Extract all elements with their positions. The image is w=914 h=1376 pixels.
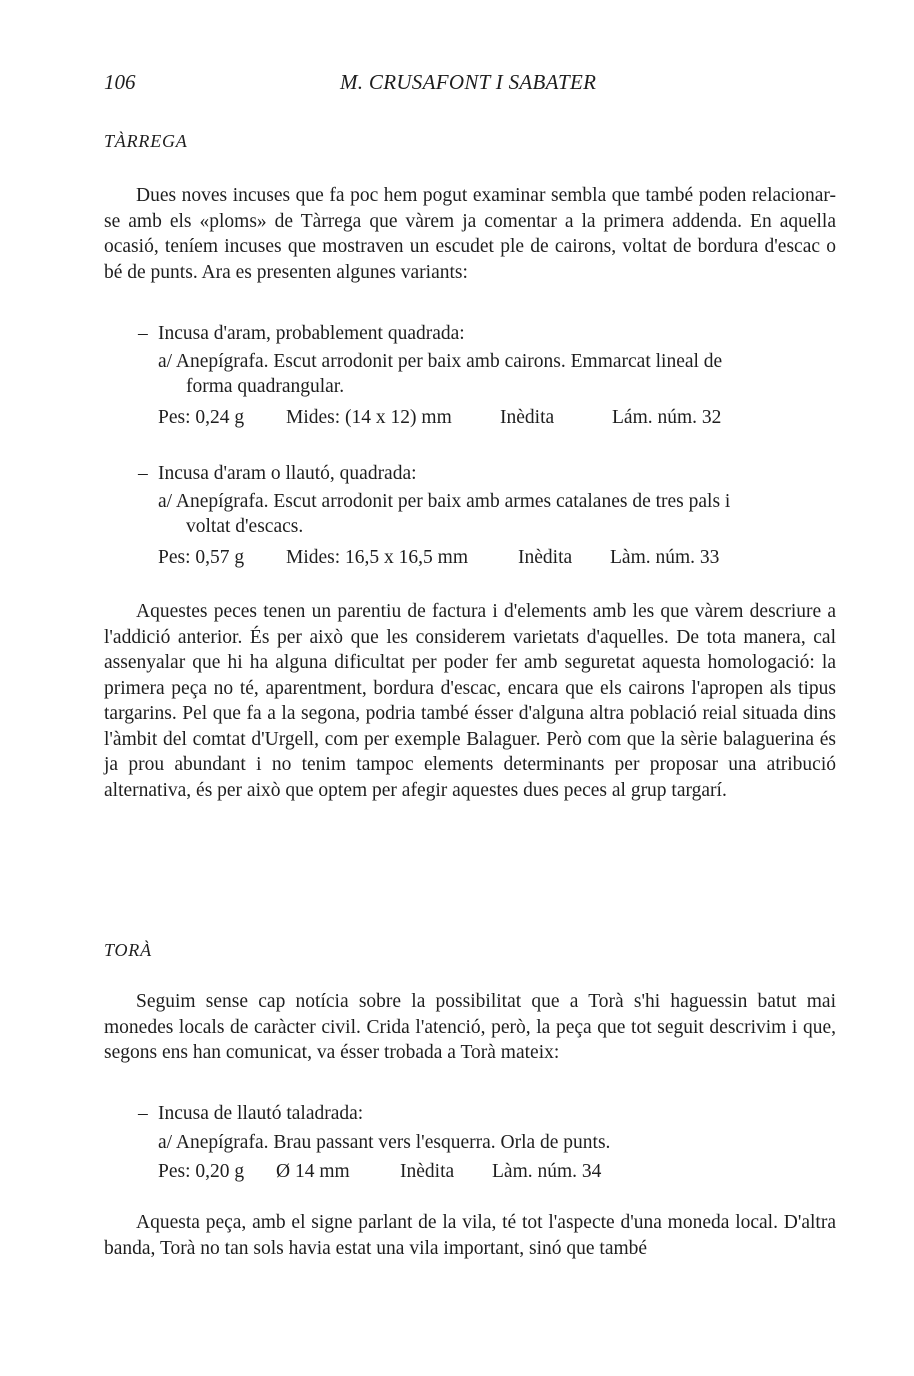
running-author: M. CRUSAFONT I SABATER xyxy=(340,70,597,94)
item-desc-text: Anepígrafa. Escut arrodonit per baix amb armes catalanes de tres pals i xyxy=(175,491,731,512)
item-weight: Pes: 0,57 g xyxy=(158,547,245,568)
item-lead: Incusa d'aram o llautó, quadrada: xyxy=(158,463,417,484)
catalog-item-33 xyxy=(104,461,836,571)
item-description xyxy=(158,489,836,515)
item-dash: – xyxy=(138,323,148,344)
section-title-tarrega: TÀRREGA xyxy=(104,131,188,151)
item-desc-text: Anepígrafa. Escut arrodonit per baix amb cairons. Emmarcat lineal de xyxy=(175,351,723,372)
item-plate: Làm. núm. 34 xyxy=(492,1161,602,1182)
tarrega-intro-text: Dues noves incuses que fa poc hem pogut examinar sembla que també poden relacionar-se amb els «ploms» de Tàrrega que vàrem ja comentar a la primera addenda. En aquella ocasió, teníem incuses que mostraven un escudet ple de cairons, voltat de bordura d'escac o bé de punts. Ara es presenten algunes variants: xyxy=(104,185,836,283)
item-weight: Pes: 0,24 g xyxy=(158,407,245,428)
tora-intro-text: Seguim sense cap notícia sobre la possibilitat que a Torà s'hi haguessin batut mai monedes locals de caràcter civil. Crida l'atenció, però, la peça que tot seguit descrivim i que, segons ens han comunicat, va ésser trobada a Torà mateix: xyxy=(104,991,836,1063)
tora-intro-paragraph xyxy=(104,989,836,1066)
item-desc-text: Anepígrafa. Brau passant vers l'esquerra. Orla de punts. xyxy=(175,1132,611,1153)
item-desc-continuation: forma quadrangular. xyxy=(186,376,345,397)
catalog-item-32 xyxy=(104,321,836,431)
tarrega-discussion-paragraph xyxy=(104,599,836,803)
item-description xyxy=(158,349,836,375)
item-desc-label: a/ xyxy=(158,351,173,372)
item-desc-label: a/ xyxy=(158,1132,173,1153)
tarrega-discussion-text: Aquestes peces tenen un parentiu de factura i d'elements amb les que vàrem descriure a l'addició anterior. És per això que les considerem varietats d'aquelles. De tota manera, cal assenyalar que hi ha alguna dificultat per poder fer amb seguretat aquesta homologació: la primera peça no té, aparentment, bordura d'escac, encara que els cairons l'apropen als tipus targarins. Pel que fa a la segona, podria també ésser d'alguna altra població reial situada dins l'àmbit del comtat d'Urgell, com per exemple Balaguer. Però com que la sèrie balaguerina és ja prou abundant i no tenim tampoc elements determinants per proposar una atribució alternativa, és per això que optem per afegir aquestes dues peces al grup targarí. xyxy=(104,601,836,801)
page-number: 106 xyxy=(104,70,136,94)
item-lead: Incusa de llautó taladrada: xyxy=(158,1103,364,1124)
item-desc-label: a/ xyxy=(158,491,173,512)
item-size: Ø 14 mm xyxy=(276,1161,350,1182)
item-status: Inèdita xyxy=(400,1161,455,1182)
item-lead: Incusa d'aram, probablement quadrada: xyxy=(158,323,465,344)
item-dash: – xyxy=(138,463,148,484)
tora-closing-text: Aquesta peça, amb el signe parlant de la vila, té tot l'aspecte d'una moneda local. D'altra banda, Torà no tan sols havia estat una vila important, sinó que també xyxy=(104,1212,836,1259)
item-description xyxy=(158,1130,836,1156)
item-size: Mides: (14 x 12) mm xyxy=(286,407,452,428)
item-desc-continuation: voltat d'escacs. xyxy=(186,516,304,537)
item-plate: Làm. núm. 33 xyxy=(610,547,720,568)
tarrega-intro-paragraph xyxy=(104,183,836,285)
item-dash: – xyxy=(138,1103,148,1124)
item-status: Inèdita xyxy=(500,407,555,428)
item-weight: Pes: 0,20 g xyxy=(158,1161,245,1182)
section-title-tora: TORÀ xyxy=(104,940,152,960)
catalog-item-34 xyxy=(104,1101,836,1185)
item-status: Inèdita xyxy=(518,547,573,568)
running-header xyxy=(104,70,836,100)
item-size: Mides: 16,5 x 16,5 mm xyxy=(286,547,469,568)
item-plate: Lám. núm. 32 xyxy=(612,407,722,428)
tora-closing-paragraph xyxy=(104,1210,836,1261)
